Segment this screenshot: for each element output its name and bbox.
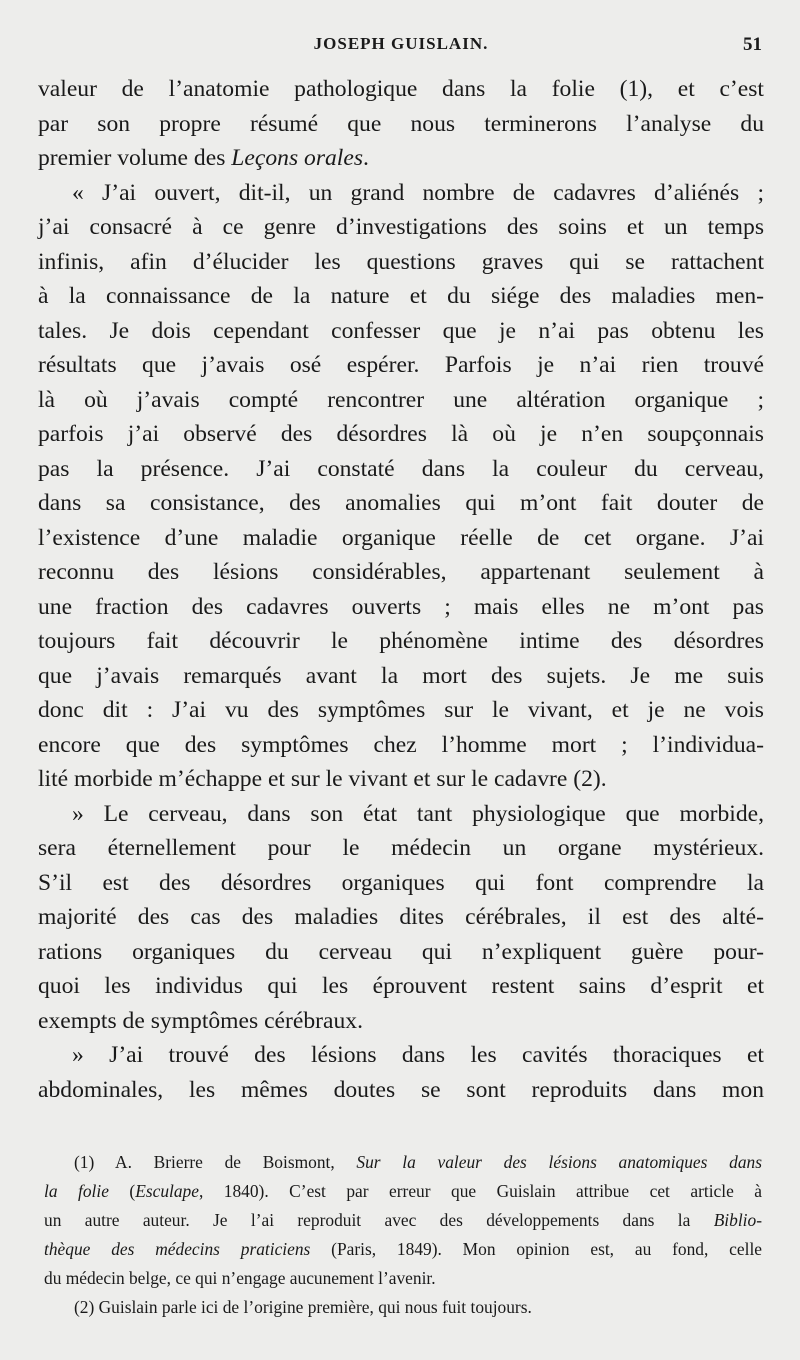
italic-fragment: Sur la valeur des lésions anatomiques dans [356, 1152, 762, 1172]
text-line: » J’ai trouvé des lésions dans les cavités thoraciques et [72, 1042, 764, 1068]
text-line: S’il est des désordres organiques qui font comprendre la [38, 869, 764, 896]
text-fragment: ( [108, 1181, 136, 1201]
text-line: lité morbide m’échappe et sur le vivant et sur le cadavre (2). [38, 766, 607, 792]
text-line: quoi les individus qui les éprouvent restent sains d’esprit et [38, 973, 764, 999]
text-line: reconnu des lésions considérables, appartenant seulement à [38, 559, 764, 585]
footnote-line: (2) Guislain parle ici de l’origine première, qui nous fuit toujours. [74, 1297, 532, 1317]
text-line: que j’avais remarqués avant la mort des sujets. Je me suis [38, 662, 764, 689]
text-line: pas la présence. J’ai constaté dans la couleur du cerveau, [38, 455, 764, 482]
footnote-line [44, 1235, 762, 1264]
footnote-line: du médecin belge, ce qui n’engage aucunement l’avenir. [44, 1268, 436, 1288]
text-fragment: (1) A. Brierre de Boismont, [74, 1152, 357, 1172]
text-line: exempts de symptômes cérébraux. [38, 1007, 363, 1034]
text-line: majorité des cas des maladies dites cérébrales, il est des alté- [38, 904, 764, 930]
footnotes [44, 1148, 762, 1322]
text-line: j’ai consacré à ce genre d’investigations des soins et un temps [38, 214, 764, 240]
text-line: rations organiques du cerveau qui n’expliquent guère pour- [38, 938, 764, 965]
text-line: abdominales, les mêmes doutes se sont reproduits dans mon [38, 1076, 764, 1103]
text-line: parfois j’ai observé des désordres là où je n’en soupçonnais [38, 421, 764, 447]
text-line: donc dit : J’ai vu des symptômes sur le vivant, et je ne vois [38, 697, 764, 723]
text-fragment: (Paris, 1849). Mon opinion est, au fond, celle [310, 1239, 762, 1259]
running-title: JOSEPH GUISLAIN. [313, 34, 489, 53]
text-line: tales. Je dois cependant confesser que je n’ai pas obtenu les [38, 317, 764, 344]
text-fragment: . [363, 145, 369, 171]
text-fragment: premier volume des [38, 145, 232, 171]
text-line: résultats que j’avais osé espérer. Parfois je n’ai rien trouvé [38, 352, 764, 378]
text-line: par son propre résumé que nous terminerons l’analyse du [38, 110, 764, 137]
main-text [38, 72, 764, 1107]
italic-fragment: thèque des médecins praticiens [44, 1239, 311, 1259]
text-fragment: un autre auteur. Je l’ai reproduit avec des développements dans la [44, 1210, 714, 1230]
text-line: l’existence d’une maladie organique réelle de cet organe. J’ai [38, 524, 764, 551]
text-line: infinis, afin d’élucider les questions graves qui se rattachent [38, 248, 764, 275]
text-line: » Le cerveau, dans son état tant physiologique que morbide, [72, 800, 764, 827]
text-line: sera éternellement pour le médecin un organe mystérieux. [38, 835, 764, 861]
text-line: toujours fait découvrir le phénomène intime des désordres [38, 628, 764, 654]
running-head [40, 34, 762, 62]
italic-fragment: Esculape [135, 1181, 199, 1201]
book-title: Leçons orales [231, 145, 364, 171]
text-line: à la connaissance de la nature et du siége des maladies men- [38, 283, 764, 309]
page-number: 51 [743, 34, 762, 55]
text-line: valeur de l’anatomie pathologique dans la folie (1), et c’est [38, 76, 764, 102]
footnote-line [44, 1177, 762, 1206]
text-fragment: , 1840). C’est par erreur que Guislain attribue cet article à [198, 1181, 762, 1201]
italic-fragment: la folie [44, 1181, 109, 1201]
footnote-line [44, 1206, 762, 1235]
italic-fragment: Biblio- [713, 1210, 762, 1230]
text-line: dans sa consistance, des anomalies qui m’ont fait douter de [38, 490, 764, 516]
text-line [38, 141, 764, 176]
text-line: une fraction des cadavres ouverts ; mais elles ne m’ont pas [38, 593, 764, 620]
footnote-line [44, 1148, 762, 1177]
text-line: « J’ai ouvert, dit-il, un grand nombre de cadavres d’aliénés ; [72, 179, 764, 206]
text-line: là où j’avais compté rencontrer une altération organique ; [38, 386, 764, 413]
text-line: encore que des symptômes chez l’homme mort ; l’individua- [38, 731, 764, 758]
